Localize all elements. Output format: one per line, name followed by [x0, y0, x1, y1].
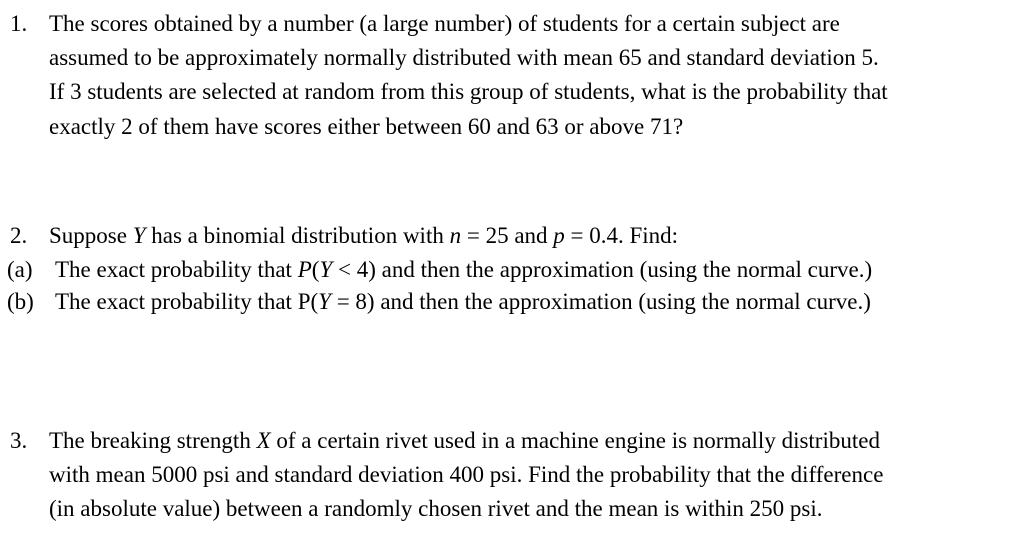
problem-1-line-2: assumed to be approximately normally distributed with mean 65 and standard deviation 5.: [49, 45, 879, 70]
problem-2a-pre: The exact probability that: [55, 257, 298, 282]
problem-1-line-3: If 3 students are selected at random from this group of students, what is the probability that: [49, 79, 888, 104]
problem-2a-label: (a): [7, 257, 33, 282]
problem-2-p-value: = 0.4. Find:: [564, 223, 679, 248]
problem-2b-label: (b): [7, 289, 34, 314]
problem-3-line-1-pre: The breaking strength: [49, 428, 257, 453]
problem-3-line-1: [49, 429, 880, 452]
problem-1-line-1: The scores obtained by a number (a large number) of students for a certain subject are: [49, 11, 840, 36]
problem-2-intro: [49, 224, 678, 247]
problem-3-line-3: (in absolute value) between a randomly chosen rivet and the mean is within 250 psi.: [49, 496, 823, 521]
problem-2-intro-mid: has a binomial distribution with: [145, 223, 450, 248]
problem-2-n-value: = 25 and: [461, 223, 554, 248]
problem-2-intro-pre: Suppose: [49, 223, 133, 248]
problem-2b-post: = 8) and then the approximation (using the normal curve.): [330, 289, 871, 314]
variable-y: Y: [318, 289, 331, 314]
problem-2-number: 2.: [10, 223, 28, 248]
variable-y: Y: [319, 257, 333, 282]
variable-y: Y: [132, 223, 146, 248]
variable-x: X: [256, 428, 271, 453]
problem-3-line-1-post: of a certain rivet used in a machine engine is normally distributed: [270, 428, 880, 453]
problem-1-line-4: exactly 2 of them have scores either between 60 and 63 or above 71?: [49, 114, 684, 139]
problem-3-number: 3.: [10, 428, 28, 453]
problem-2a-paren: (: [311, 257, 320, 282]
problem-3-line-2: with mean 5000 psi and standard deviation 400 psi. Find the probability that the difference: [49, 462, 884, 487]
problem-2b-pre: The exact probability that P(: [55, 289, 319, 314]
variable-p: p: [553, 223, 565, 248]
problem-2b-text: [55, 290, 871, 313]
problem-2a-text: [55, 258, 872, 281]
variable-p-prob: P: [297, 257, 312, 282]
problem-2a-post: < 4) and then the approximation (using the normal curve.): [332, 257, 873, 282]
variable-n: n: [449, 223, 462, 248]
problem-1-number: 1.: [10, 11, 28, 36]
